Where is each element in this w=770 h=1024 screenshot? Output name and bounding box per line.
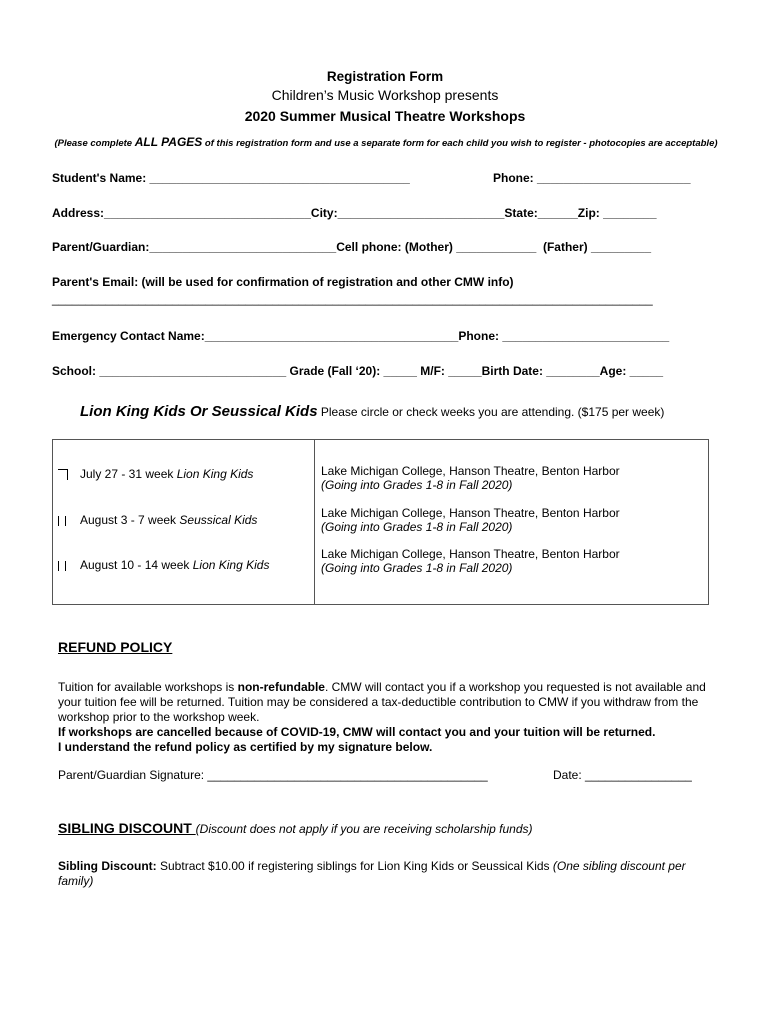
week-2-location: Lake Michigan College, Hanson Theatre, Benton Harbor (Going into Grades 1-8 in Fall 2020) — [321, 506, 620, 534]
email-label: Parent's Email: (will be used for confirmation of registration and other CMW info) — [52, 275, 514, 289]
refund-policy-text: Tuition for available workshops is non-refundable. CMW will contact you if a workshop you requested is not available and your tuition fee will be returned. Tuition may be considered a tax-deductible contribution to CMW if you withdraw from the workshop prior to the workshop week. — [58, 680, 706, 724]
form-title: Registration Form — [326, 69, 444, 84]
sibling-discount-title: SIBLING DISCOUNT — [58, 820, 196, 836]
week-option-2[interactable]: August 3 - 7 week Seussical Kids — [58, 513, 257, 527]
sibling-discount-text: Sibling Discount: Subtract $10.00 if registering siblings for Lion King Kids or Seussical Kids (One sibling discount per family) — [58, 859, 686, 888]
emergency-contact-field[interactable]: Emergency Contact Name:______________________________________Phone: _________________________ — [52, 329, 670, 343]
address-field[interactable]: Address:_______________________________City:_________________________State:______Zip: ________ — [52, 206, 657, 220]
form-instructions: (Please complete ALL PAGES of this registration form and use a separate form for each child you wish to register - photocopies are acceptable) — [54, 135, 718, 149]
refund-policy-title: REFUND POLICY — [58, 639, 173, 655]
form-presenter: Children’s Music Workshop presents — [271, 87, 499, 103]
week-3-location: Lake Michigan College, Hanson Theatre, Benton Harbor (Going into Grades 1-8 in Fall 2020) — [321, 547, 620, 575]
checkbox-icon[interactable] — [58, 469, 68, 480]
sibling-discount-note: (Discount does not apply if you are receiving scholarship funds) — [195, 822, 533, 836]
phone-field[interactable]: Phone: _______________________ — [493, 171, 691, 185]
checkbox-icon[interactable] — [58, 561, 66, 571]
covid-refund-note: If workshops are cancelled because of COVID-19, CMW will contact you and your tuition will be returned. — [58, 725, 656, 739]
student-name-field[interactable]: Student's Name: _______________________________________ — [52, 171, 410, 185]
week-option-3[interactable]: August 10 - 14 week Lion King Kids — [58, 558, 269, 572]
signature-date-field[interactable]: Date: ________________ — [553, 768, 692, 782]
guardian-field[interactable]: Parent/Guardian:____________________________Cell phone: (Mother) ____________ (Father) _________ — [52, 240, 652, 254]
week-option-1[interactable]: July 27 - 31 week Lion King Kids — [58, 467, 253, 481]
workshops-title: Lion King Kids Or Seussical Kids — [80, 403, 318, 420]
workshops-note: Please circle or check weeks you are attending. ($175 per week) — [317, 405, 665, 419]
week-1-location: Lake Michigan College, Hanson Theatre, Benton Harbor (Going into Grades 1-8 in Fall 2020) — [321, 464, 620, 492]
sibling-discount-heading — [58, 820, 533, 838]
checkbox-icon[interactable] — [58, 516, 66, 526]
guardian-signature-field[interactable]: Parent/Guardian Signature: __________________________________________ — [58, 768, 488, 782]
workshops-heading — [80, 403, 664, 421]
form-subtitle: 2020 Summer Musical Theatre Workshops — [244, 108, 526, 124]
email-field[interactable]: __________________________________________________________________________________________ — [52, 292, 653, 306]
refund-acknowledgement: I understand the refund policy as certified by my signature below. — [58, 740, 433, 754]
school-field[interactable]: School: ____________________________ Grade (Fall ‘20): _____ M/F: _____Birth Date: ________Age: _____ — [52, 364, 664, 378]
